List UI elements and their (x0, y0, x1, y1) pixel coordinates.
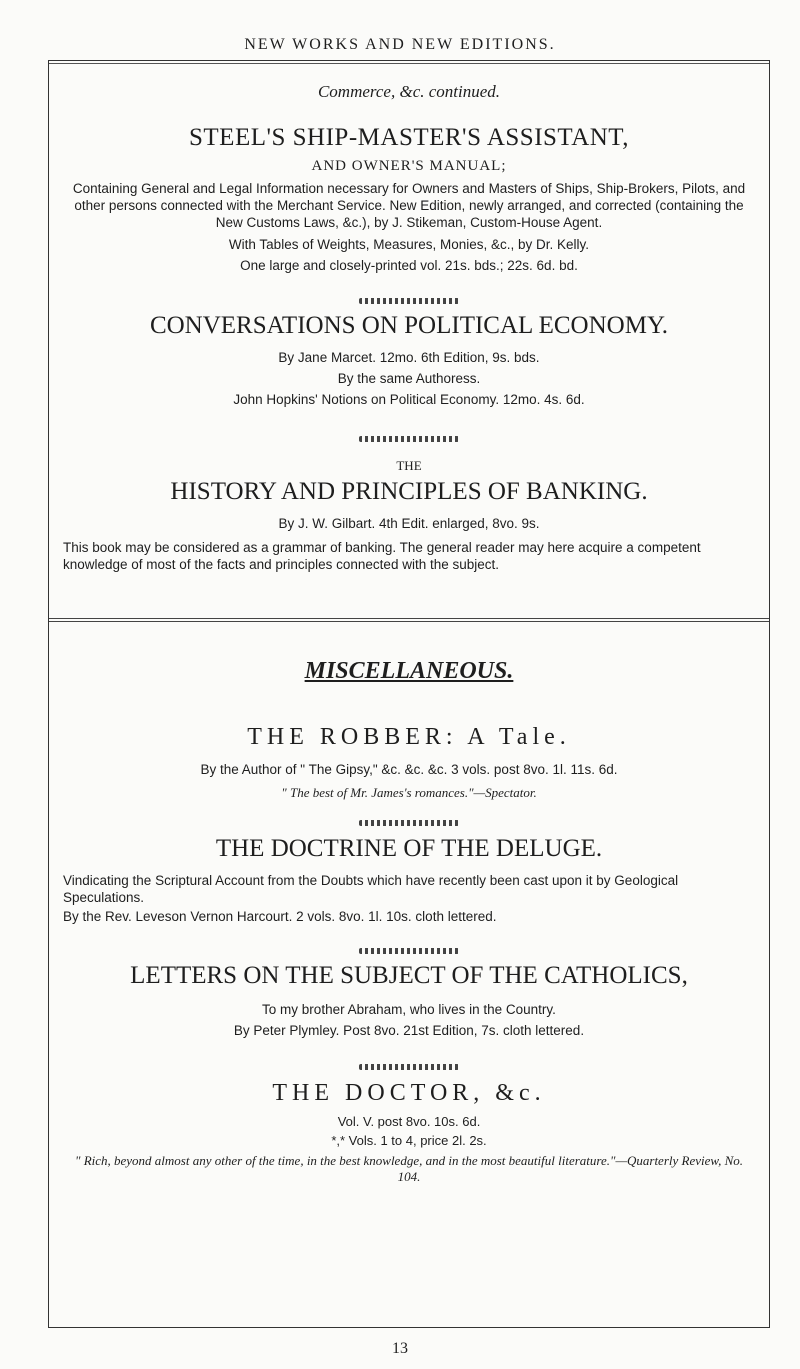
letters-dedication: To my brother Abraham, who lives in the Country. (262, 1002, 556, 1017)
steel-tables: With Tables of Weights, Measures, Monies, &c., by Dr. Kelly. (228, 237, 590, 252)
doctor-title: THE DOCTOR, &c. (272, 1080, 546, 1106)
deluge-description: Vindicating the Scriptural Account from the Doubts which have recently been cast upon it by Geological Speculations. (63, 873, 679, 905)
robber-title: THE ROBBER: A Tale. (247, 724, 571, 750)
ornament-divider (359, 298, 459, 304)
frame-top-rule (49, 60, 769, 61)
banking-title: HISTORY AND PRINCIPLES OF BANKING. (170, 478, 648, 505)
ornament-divider (359, 1064, 459, 1070)
page-number: 13 (392, 1340, 408, 1357)
misc-heading: MISCELLANEOUS. (304, 658, 514, 684)
steel-description: Containing General and Legal Information necessary for Owners and Masters of Ships, Ship-Brokers, Pilots, and other persons connected with the Merchant Service. New Edition, newly arranged, and corrected (containing the New Customs Laws, &c.), by J. Stikeman, Custom-House Agent. (72, 181, 746, 230)
deluge-title: THE DOCTRINE OF THE DELUGE. (215, 835, 603, 862)
ornament-divider (359, 436, 459, 442)
doctor-vol: Vol. V. post 8vo. 10s. 6d. (337, 1114, 481, 1129)
conversations-author: By Jane Marcet. 12mo. 6th Edition, 9s. bds. (278, 350, 540, 365)
deluge-author: By the Rev. Leveson Vernon Harcourt. 2 vols. 8vo. 1l. 10s. cloth lettered. (63, 909, 497, 924)
banking-description: This book may be considered as a grammar of banking. The general reader may here acquire a competent knowledge of most of the facts and principles connected with the subject. (63, 540, 701, 572)
steel-subtitle: AND OWNER'S MANUAL; (311, 158, 507, 174)
doctor-vols: *,* Vols. 1 to 4, price 2l. 2s. (331, 1133, 487, 1148)
robber-author: By the Author of " The Gipsy," &c. &c. &c. 3 vols. post 8vo. 1l. 11s. 6d. (200, 762, 618, 777)
letters-title: LETTERS ON THE SUBJECT OF THE CATHOLICS, (130, 962, 688, 989)
frame-top-rule-inner (49, 63, 769, 64)
steel-title: STEEL'S SHIP-MASTER'S ASSISTANT, (189, 124, 629, 151)
banking-author: By J. W. Gilbart. 4th Edit. enlarged, 8vo. 9s. (278, 516, 540, 531)
conversations-title: CONVERSATIONS ON POLITICAL ECONOMY. (149, 312, 669, 339)
section-rule (49, 621, 769, 622)
banking-pre: THE (396, 458, 422, 473)
doctor-quote: " Rich, beyond almost any other of the time, in the best knowledge, and in the most beautiful literature."—Quarterly Review, No. 104. (74, 1153, 744, 1184)
section-rule (49, 618, 769, 619)
page-header: NEW WORKS AND NEW EDITIONS. (244, 36, 556, 53)
ornament-divider (359, 820, 459, 826)
conversations-same: By the same Authoress. (337, 371, 481, 386)
frame-bottom-rule (49, 1327, 769, 1328)
robber-quote: " The best of Mr. James's romances."—Spectator. (281, 785, 537, 800)
section-title: Commerce, &c. continued. (317, 82, 501, 101)
steel-price: One large and closely-printed vol. 21s. bds.; 22s. 6d. bd. (240, 258, 578, 273)
letters-author: By Peter Plymley. Post 8vo. 21st Edition, 7s. cloth lettered. (233, 1023, 585, 1038)
catalogue-frame (48, 60, 770, 1328)
conversations-notions: John Hopkins' Notions on Political Economy. 12mo. 4s. 6d. (233, 392, 585, 407)
ornament-divider (359, 948, 459, 954)
